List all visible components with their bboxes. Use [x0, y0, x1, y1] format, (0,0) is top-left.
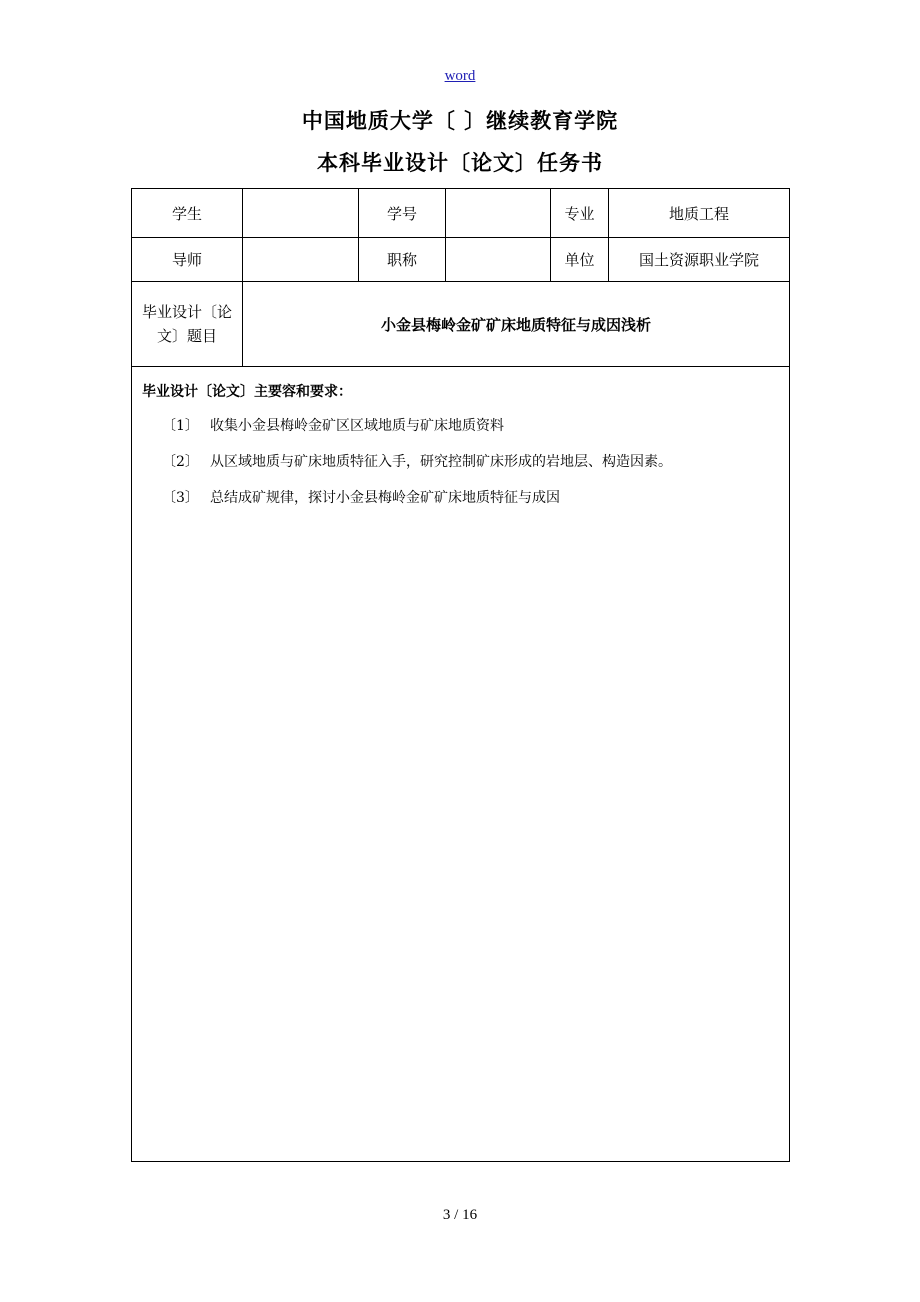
- topic-label: 毕业设计〔论文〕题目: [132, 282, 243, 367]
- task-table: [131, 188, 790, 1162]
- list-item-number: 〔3〕: [162, 490, 199, 506]
- advisor-label: 导师: [132, 238, 243, 282]
- student-id-field[interactable]: [446, 189, 551, 238]
- header-word-link[interactable]: word: [444, 68, 476, 84]
- list-item-number: 〔2〕: [162, 454, 199, 470]
- major-label: 专业: [551, 189, 609, 238]
- table-row: [132, 238, 790, 282]
- student-field[interactable]: [243, 189, 359, 238]
- unit-label: 单位: [551, 238, 609, 282]
- student-id-label: 学号: [359, 189, 446, 238]
- student-label: 学生: [132, 189, 243, 238]
- institution-title: 中国地质大学〔 〕继续教育学院: [301, 109, 619, 133]
- table-row: [132, 367, 790, 1162]
- document-title: 本科毕业设计〔论文〕任务书: [317, 151, 603, 175]
- requirements-section[interactable]: [132, 367, 790, 1162]
- requirements-heading: 毕业设计〔论文〕主要容和要求：: [142, 384, 352, 400]
- table-row: [132, 189, 790, 238]
- list-item-number: 〔1〕: [162, 418, 199, 434]
- title-rank-label: 职称: [359, 238, 446, 282]
- list-item: [162, 487, 789, 507]
- list-item-text: 收集小金县梅岭金矿区区域地质与矿床地质资料: [210, 418, 504, 434]
- page-number: 3 / 16: [442, 1207, 478, 1223]
- list-item: [162, 415, 789, 435]
- table-row: [132, 282, 790, 367]
- topic-field[interactable]: 小金县梅岭金矿矿床地质特征与成因浅析: [243, 282, 790, 367]
- major-field[interactable]: 地质工程: [609, 189, 790, 238]
- title-rank-field[interactable]: [446, 238, 551, 282]
- list-item-text: 总结成矿规律，探讨小金县梅岭金矿矿床地质特征与成因: [210, 490, 560, 506]
- list-item-text: 从区域地质与矿床地质特征入手，研究控制矿床形成的岩地层、构造因素。: [210, 454, 672, 470]
- unit-field[interactable]: 国土资源职业学院: [609, 238, 790, 282]
- advisor-field[interactable]: [243, 238, 359, 282]
- list-item: [162, 451, 789, 471]
